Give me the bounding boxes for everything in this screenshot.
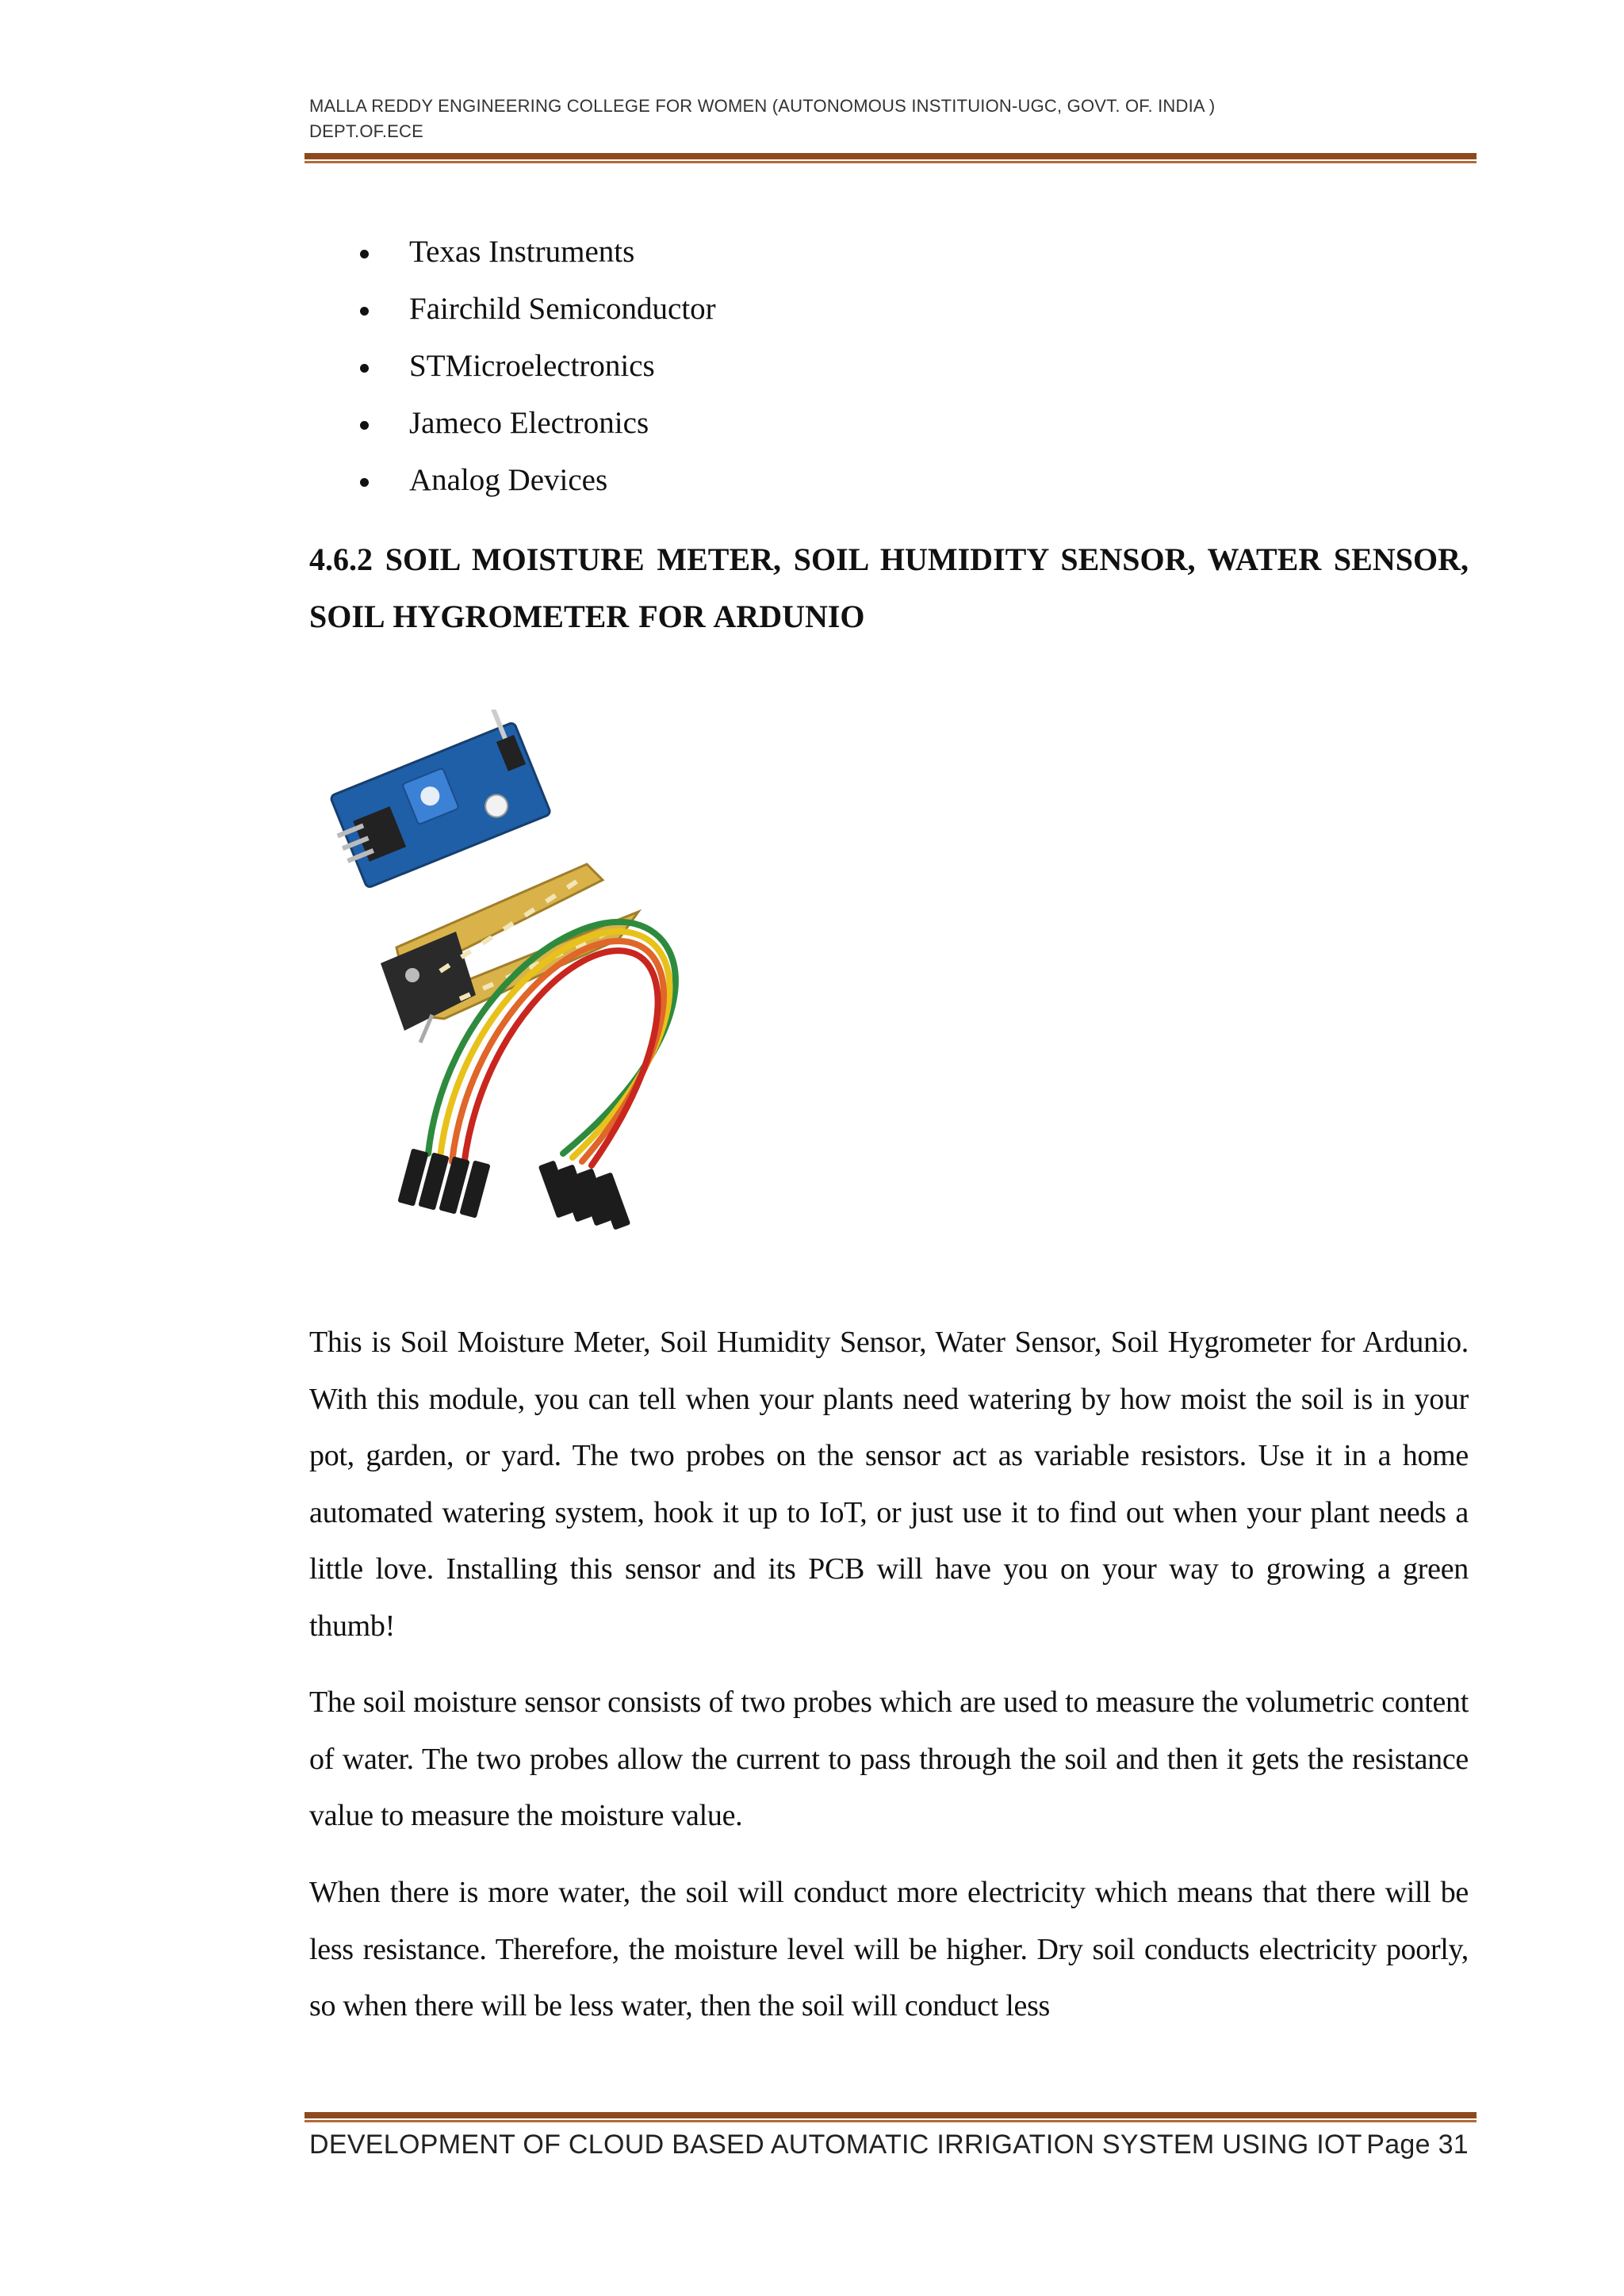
pcb-module xyxy=(325,710,551,891)
header-department: DEPT.OF.ECE xyxy=(309,121,424,141)
body-paragraph: When there is more water, the soil will conduct more electricity which means that there will be less resistance. Therefore, the moisture level will be higher. Dry soil conducts electricity poorly, so when there will be less water, then the soil will conduct less xyxy=(309,1876,1469,2022)
list-item: Analog Devices xyxy=(357,452,716,509)
list-item: Jameco Electronics xyxy=(357,395,716,452)
bullet-icon xyxy=(360,307,369,316)
manufacturer-list xyxy=(357,224,716,509)
body-paragraph: This is Soil Moisture Meter, Soil Humidity Sensor, Water Sensor, Soil Hygrometer for Ardunio. With this module, you can tell when your plants need watering by how moist the soil is in your pot, garden, or yard. The two probes on the sensor act as variable resistors. Use it in a home automated watering system, hook it up to IoT, or just use it to find out when your plant needs a little love. Installing this sensor and its PCB will have you on your way to growing a green thumb! xyxy=(309,1326,1469,1643)
footer-title: DEVELOPMENT OF CLOUD BASED AUTOMATIC IRRIGATION SYSTEM USING IOT xyxy=(309,2130,1362,2160)
list-item: Fairchild Semiconductor xyxy=(357,281,716,338)
header-rule xyxy=(304,153,1477,164)
body-paragraph: The soil moisture sensor consists of two probes which are used to measure the volumetric content of water. The two probes allow the current to pass through the soil and then it gets the resistance value to measure the moisture value. xyxy=(309,1686,1469,1832)
page-header xyxy=(309,94,1475,144)
bullet-icon xyxy=(360,421,369,430)
list-item: Texas Instruments xyxy=(357,224,716,281)
list-item: STMicroelectronics xyxy=(357,338,716,395)
bullet-icon xyxy=(360,364,369,373)
page-footer xyxy=(309,2130,1469,2160)
section-heading: 4.6.2 SOIL MOISTURE METER, SOIL HUMIDITY SENSOR, WATER SENSOR, SOIL HYGROMETER FOR ARDUNIO xyxy=(309,541,1469,634)
header-college-name: MALLA REDDY ENGINEERING COLLEGE FOR WOMEN (AUTONOMOUS INSTITUION-UGC, GOVT. OF. INDIA ) xyxy=(309,96,1216,116)
soil-moisture-sensor-image xyxy=(325,710,928,1296)
bullet-icon xyxy=(360,478,369,487)
connector-left xyxy=(397,1148,490,1218)
footer-rule xyxy=(304,2112,1477,2123)
page-number: Page 31 xyxy=(1366,2130,1469,2160)
jumper-cable xyxy=(428,922,676,1165)
bullet-icon xyxy=(360,250,369,258)
connector-right xyxy=(538,1160,631,1230)
